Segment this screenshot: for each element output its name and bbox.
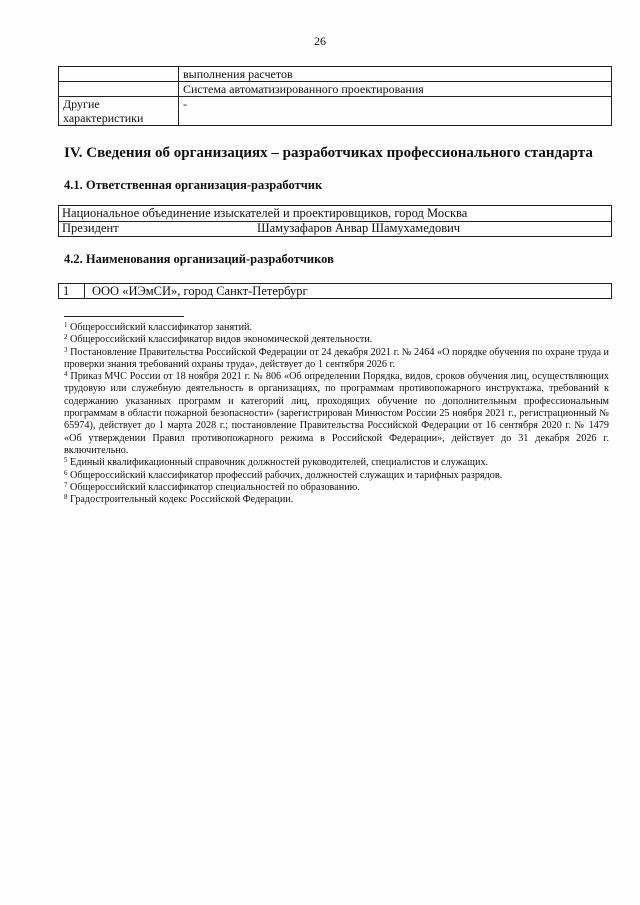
- footnote-text: Единый квалификационный справочник должностей руководителей, специалистов и служащих.: [70, 457, 489, 469]
- footnote-number: 4: [64, 370, 68, 379]
- table-cell: -: [179, 97, 612, 126]
- table-cell: [59, 82, 179, 97]
- footnote-number: 5: [64, 456, 68, 465]
- responsible-org-box: [58, 205, 612, 237]
- table-row: [59, 97, 612, 126]
- footnote-number: 6: [64, 468, 68, 477]
- footnote-text: Общероссийский классификатор профессий рабочих, должностей служащих и тарифных разрядов.: [70, 469, 503, 481]
- developer-name: ООО «ИЭмСИ», город Санкт-Петербург: [92, 284, 308, 298]
- developers-heading: 4.2. Наименования организаций-разработчиков: [64, 252, 334, 266]
- footnote: [64, 347, 609, 372]
- section-heading: IV. Сведения об организациях – разработчиках профессионального стандарта: [64, 145, 593, 161]
- footnote-text: Приказ МЧС России от 18 ноября 2021 г. № 806 «Об определении Порядка, видов, сроков обучения лиц, осуществляющих трудовую или служебную деятельность в организациях, по программам противопожарного инструктажа, требований к содержанию указанных программ и категорий лиц, проходящих обучение по дополнительным профессиональным программам в области пожарной безопасности» (зарегистрирован Минюстом России 25 ноября 2021 г., регистрационный № 65974), действует до 1 марта 2028 г.; постановление Правительства Российской Федерации от 16 сентября 2020 г. № 1479 «Об утверждении Правил противопожарного режима в Российской Федерации», действует до 31 декабря 2026 г. включительно.: [64, 371, 609, 456]
- responsible-org-heading: 4.1. Ответственная организация-разработчик: [64, 178, 323, 192]
- footnote: [64, 371, 609, 457]
- footnote: [64, 334, 609, 346]
- footnote-text: Градостроительный кодекс Российской Федерации.: [70, 494, 294, 506]
- table-cell: выполнения расчетов: [179, 67, 612, 82]
- footnotes: [64, 322, 609, 506]
- table-row: [59, 67, 612, 82]
- characteristics-table: [58, 66, 612, 126]
- table-row: [59, 82, 612, 97]
- table-cell: [59, 67, 179, 82]
- footnote-number: 1: [64, 321, 68, 329]
- footnote: [64, 482, 609, 494]
- footnote: [64, 322, 609, 334]
- responsible-org-name: Национальное объединение изыскателей и проектировщиков, город Москва: [62, 206, 468, 220]
- developer-number: 1: [63, 284, 70, 298]
- footnote-text: Постановление Правительства Российской Федерации от 24 декабря 2021 г. № 2464 «О порядке обучения по охране труда и проверки знания требований охраны труда», действует до 1 сентября 2026 г.: [64, 346, 609, 370]
- footnote-number: 8: [64, 493, 68, 502]
- developers-box: [58, 283, 612, 299]
- table-cell: Другие характеристики: [59, 97, 179, 126]
- footnote-text: Общероссийский классификатор занятий.: [70, 322, 253, 333]
- footnote: [64, 494, 609, 506]
- divider: [84, 284, 85, 298]
- responsible-org-role: Президент: [62, 221, 119, 235]
- page-number: 26: [314, 34, 326, 48]
- footnote: [64, 470, 609, 482]
- footnote-text: Общероссийский классификатор видов экономической деятельности.: [70, 334, 373, 346]
- footnote-rule: [64, 316, 184, 317]
- footnote-number: 7: [64, 480, 68, 489]
- table-cell: Система автоматизированного проектирования: [179, 82, 612, 97]
- footnote: [64, 457, 609, 469]
- footnote-text: Общероссийский классификатор специальностей по образованию.: [70, 481, 360, 493]
- footnote-number: 2: [64, 333, 68, 342]
- responsible-org-person: Шамузафаров Анвар Шамухамедович: [257, 221, 461, 235]
- footnote-number: 3: [64, 345, 68, 354]
